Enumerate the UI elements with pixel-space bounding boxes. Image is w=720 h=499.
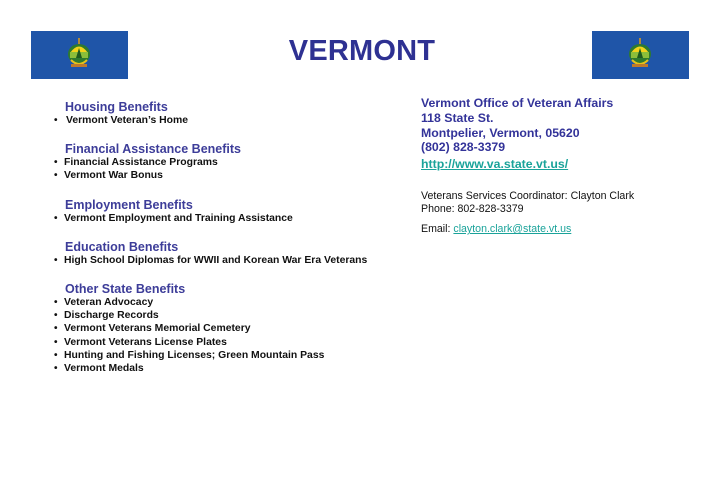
bullet-icon: • (54, 363, 58, 375)
list-item: • Vermont Veterans License Plates (54, 336, 227, 348)
coordinator-phone: Phone: 802-828-3379 (421, 203, 524, 216)
bullet-icon: • (54, 297, 58, 309)
section-heading: Education Benefits (65, 239, 179, 254)
office-website-link[interactable]: http://www.va.state.vt.us/ (421, 157, 569, 172)
coordinator-email-row (421, 223, 711, 236)
bullet-icon: • (54, 336, 58, 348)
bullet-icon: • (54, 157, 58, 169)
section-heading: Employment Benefits (65, 197, 193, 212)
list-item: • Veteran Advocacy (54, 297, 154, 309)
section-housing (54, 100, 414, 127)
list-item: • Vermont Medals (54, 363, 144, 375)
email-label: Email: (421, 223, 454, 236)
office-contact-block (421, 96, 711, 236)
page-title: VERMONT (288, 35, 436, 67)
list-item: • Vermont Veteran’s Home (54, 115, 189, 126)
bullet-icon: • (54, 349, 58, 361)
email-link[interactable]: clayton.clark@state.vt.us (453, 223, 572, 236)
list-item: • Hunting and Fishing Licenses; Green Mountain Pass (54, 349, 325, 361)
bullet-icon: • (54, 115, 58, 126)
vermont-coat-of-arms-icon (625, 38, 655, 72)
section-other (54, 282, 414, 375)
list-item: • Financial Assistance Programs (54, 157, 218, 169)
benefits-list (54, 100, 414, 387)
bullet-icon: • (54, 323, 58, 335)
vermont-flag-right (592, 31, 689, 79)
section-employment (54, 198, 414, 225)
bullet-icon: • (54, 170, 58, 182)
coordinator-info (421, 190, 711, 216)
section-heading: Housing Benefits (65, 100, 168, 114)
bullet-icon: • (54, 310, 58, 322)
list-item: • High School Diplomas for WWII and Korean War Era Veterans (54, 254, 368, 266)
office-city: Montpelier, Vermont, 05620 (421, 125, 580, 140)
bullet-icon: • (54, 254, 58, 266)
section-education (54, 240, 414, 267)
coordinator-name: Veterans Services Coordinator: Clayton Clark (421, 190, 635, 203)
list-item: • Discharge Records (54, 310, 159, 322)
list-item: • Vermont Veterans Memorial Cemetery (54, 323, 251, 335)
section-heading: Other State Benefits (65, 282, 186, 297)
list-item: • Vermont War Bonus (54, 170, 163, 182)
office-name: Vermont Office of Veteran Affairs (421, 96, 614, 110)
list-item: • Vermont Employment and Training Assistance (54, 212, 293, 224)
office-street: 118 State St. (421, 110, 494, 125)
office-phone: (802) 828-3379 (421, 140, 506, 155)
section-heading: Financial Assistance Benefits (65, 142, 241, 157)
section-financial (54, 142, 414, 182)
bullet-icon: • (54, 212, 58, 224)
